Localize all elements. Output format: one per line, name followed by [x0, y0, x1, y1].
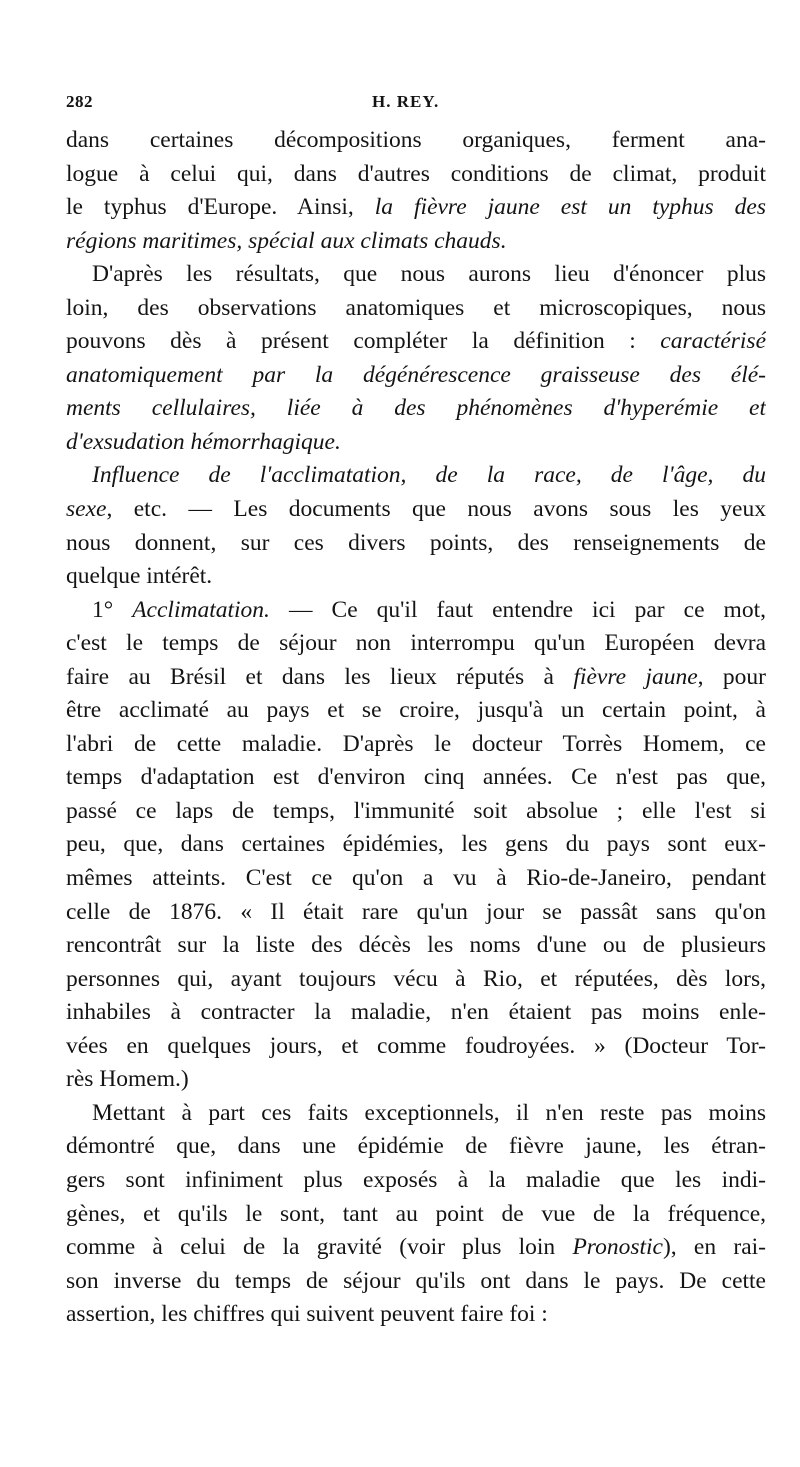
text-line: l'abri de cette maladie. D'après le docteur Torrès Homem, ce	[66, 730, 766, 757]
text-line: d'exsudation hémorrhagique.	[66, 428, 341, 455]
text-line: démontré que, dans une épidémie de fièvre jaune, les étran-	[66, 1133, 766, 1160]
text-line: Mettant à part ces faits exceptionnels, il n'en reste pas moins	[92, 1099, 766, 1126]
text-line: dans certaines décompositions organiques, ferment ana-	[66, 127, 766, 153]
text-line: personnes qui, ayant toujours vécu à Rio, et réputées, dès lors,	[66, 965, 766, 992]
text-line: le typhus d'Europe. Ainsi, la fièvre jaune est un typhus des	[66, 194, 766, 221]
text-line: celle de 1876. « Il était rare qu'un jour se passât sans qu'on	[66, 898, 766, 925]
text-line: comme à celui de la gravité (voir plus loin Pronostic), en rai-	[66, 1234, 766, 1261]
text-line: inhabiles à contracter la maladie, n'en étaient pas moins enle-	[66, 999, 766, 1026]
text-line: rès Homem.)	[66, 1066, 189, 1093]
text-line: D'après les résultats, que nous aurons lieu d'énoncer plus	[92, 261, 766, 288]
text-line: quelque intérêt.	[66, 563, 213, 590]
running-head: H. REY.	[372, 92, 440, 111]
text-line: rencontrât sur la liste des décès les noms d'une ou de plusieurs	[66, 932, 766, 959]
text-line: être acclimaté au pays et se croire, jusqu'à un certain point, à	[66, 697, 766, 724]
text-line: gers sont infiniment plus exposés à la maladie que les indi-	[66, 1166, 766, 1193]
text-line: régions maritimes, spécial aux climats chauds.	[66, 227, 507, 254]
page-number: 282	[66, 92, 93, 111]
text-line: c'est le temps de séjour non interrompu qu'un Européen devra	[66, 630, 766, 657]
text-line: gènes, et qu'ils le sont, tant au point de vue de la fréquence,	[66, 1200, 766, 1227]
text-line: faire au Brésil et dans les lieux réputés à fièvre jaune, pour	[66, 663, 766, 690]
text-line: son inverse du temps de séjour qu'ils ont dans le pays. De cette	[66, 1267, 766, 1294]
text-line: peu, que, dans certaines épidémies, les gens du pays sont eux-	[66, 831, 766, 858]
text-line: mêmes atteints. C'est ce qu'on a vu à Rio-de-Janeiro, pendant	[66, 865, 766, 892]
text-line: ments cellulaires, liée à des phénomènes d'hyperémie et	[66, 395, 766, 422]
text-line: 1° Acclimatation. — Ce qu'il faut entendre ici par ce mot,	[92, 596, 766, 623]
text-line: vées en quelques jours, et comme foudroyées. » (Docteur Tor-	[66, 1032, 766, 1059]
text-line: logue à celui qui, dans d'autres conditions de climat, produit	[66, 160, 766, 187]
text-line: anatomiquement par la dégénérescence graisseuse des élé-	[66, 361, 766, 388]
text-line: passé ce laps de temps, l'immunité soit absolue ; elle l'est si	[66, 797, 766, 824]
text-line: sexe, etc. — Les documents que nous avons sous les yeux	[66, 496, 766, 523]
text-line: pouvons dès à présent compléter la définition : caractérisé	[66, 328, 766, 355]
text-line: nous donnent, sur ces divers points, des renseignements de	[66, 529, 766, 556]
text-line: loin, des observations anatomiques et microscopiques, nous	[66, 294, 766, 321]
body-text	[66, 124, 766, 1332]
page-header	[66, 92, 738, 116]
text-line: temps d'adaptation est d'environ cinq années. Ce n'est pas que,	[66, 764, 766, 791]
text-line: Influence de l'acclimatation, de la race, de l'âge, du	[92, 462, 766, 489]
text-line: assertion, les chiffres qui suivent peuvent faire foi :	[66, 1301, 548, 1328]
